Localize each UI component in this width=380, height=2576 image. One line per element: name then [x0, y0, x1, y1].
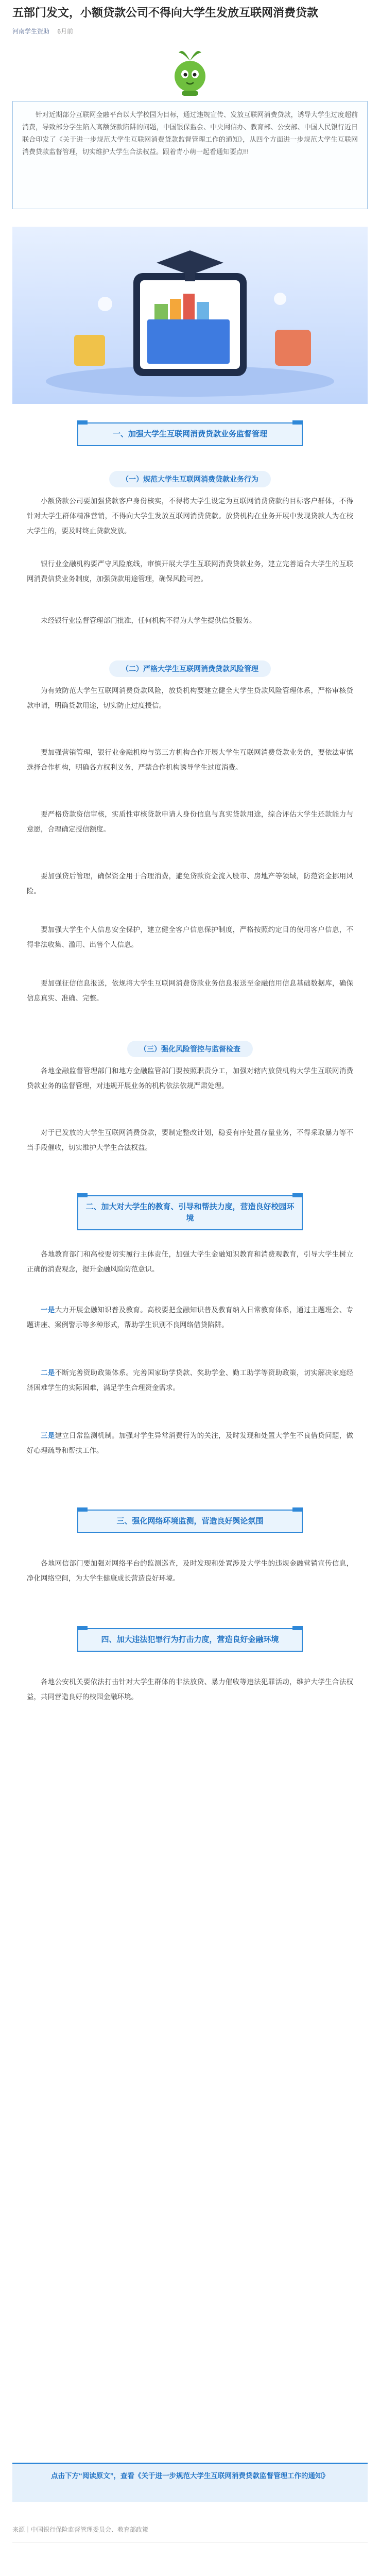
subsection-heading-1-1: （一）规范大学生互联网消费贷款业务行为	[109, 471, 271, 487]
intro-summary-box: 针对近期部分互联网金融平台以大学校园为目标，通过违规宣传、发放互联网消费贷款，诱导大学生过度超前消费，导致部分学生陷入高额贷款陷阱的问题，中国银保监会、中央网信办、教育部、公安部、中国人民银行近日联合印发了《关于进一步规范大学生互联网消费贷款监督管理工作的通知》，从四个方面进一步规范大学生互联网消费贷款监督管理，切实维护大学生合法权益。跟着青小萌一起看通知要点!!!	[12, 101, 368, 209]
footer-source: 来源｜中国银行保险监督管理委员会、教育部政策	[12, 2526, 149, 2533]
paragraph: 小额贷款公司要加强贷款客户身份核实，不得将大学生设定为互联网消费贷款的目标客户群体，不得针对大学生群体精准营销，不得向大学生发放互联网消费贷款。放贷机构在业务开展中发现贷款人为在校大学生的，要及时终止贷款发放。	[27, 497, 353, 535]
lead-paragraph	[27, 1302, 353, 1332]
hero-illustration	[12, 227, 368, 404]
paragraph: 要加强营销管理，银行业金融机构与第三方机构合作开展大学生互联网消费贷款业务的，要依法审慎选择合作机构，明确各方权利义务，严禁合作机构诱导学生过度消费。	[27, 749, 353, 771]
paragraph: 未经银行业监督管理部门批准，任何机构不得为大学生提供信贷服务。	[41, 617, 256, 624]
paragraph: 银行业金融机构要严守风险底线，审慎开展大学生互联网消费贷款业务，建立完善适合大学生的互联网消费信贷业务制度，加强贷款用途管理，确保风险可控。	[27, 560, 353, 583]
paragraph: 要严格贷款资信审核，实质性审核贷款申请人身份信息与真实贷款用途，综合评估大学生还款能力与意愿，合理确定授信额度。	[27, 810, 353, 833]
lead-label: 三是	[41, 1432, 55, 1439]
mascot-icon	[164, 44, 216, 98]
lead-text: 建立日常监测机制。加强对学生异常消费行为的关注，及时发现和处置大学生不良借贷问题，做好心理疏导和帮扶工作。	[27, 1432, 354, 1454]
section-heading-1: 一、加强大学生互联网消费贷款业务监督管理	[77, 422, 303, 446]
paragraph: 对于已发放的大学生互联网消费贷款，要制定整改计划，稳妥有序处置存量业务，不得采取暴力等不当手段催收，切实维护大学生合法权益。	[27, 1129, 353, 1151]
article-title: 五部门发文，小额贷款公司不得向大学生发放互联网消费贷款	[12, 6, 319, 19]
paragraph: 要加强征信信息报送，依规将大学生互联网消费贷款业务信息报送至金融信用信息基础数据库，确保信息真实、准确、完整。	[27, 979, 353, 1002]
footer-divider	[12, 2542, 368, 2543]
paragraph: 各地金融监督管理部门和地方金融监管部门要按照职责分工，加强对辖内放贷机构大学生互联网消费贷款业务的监督管理，对违规开展业务的机构依法依规严肃处理。	[27, 1067, 353, 1090]
lead-paragraph	[27, 1365, 353, 1395]
lead-paragraph	[27, 1428, 353, 1458]
paragraph: 要加强贷后管理，确保资金用于合理消费，避免贷款资金流入股市、房地产等领域，防范资金挪用风险。	[27, 872, 353, 895]
source-account-link[interactable]: 河南学生资助	[12, 28, 50, 35]
section-heading-4: 四、加大违法犯罪行为打击力度，营造良好金融环境	[77, 1628, 303, 1652]
article-meta	[12, 27, 73, 36]
paragraph: 各地网信部门要加强对网络平台的监测巡查，及时发现和处置涉及大学生的违规金融营销宣传信息，净化网络空间，为大学生健康成长营造良好环境。	[27, 1560, 353, 1582]
section-heading-2: 二、加大对大学生的教育、引导和帮扶力度，营造良好校园环境	[77, 1195, 303, 1230]
subsection-heading-1-2: （二）严格大学生互联网消费贷款风险管理	[109, 660, 271, 677]
paragraph: 为有效防范大学生互联网消费贷款风险，放贷机构要建立健全大学生贷款风险管理体系，严格审核贷款申请，明确贷款用途，切实防止过度授信。	[27, 687, 353, 709]
lead-label: 二是	[41, 1369, 55, 1377]
section-heading-3: 三、强化网络环境监测，营造良好舆论氛围	[77, 1510, 303, 1533]
lead-text: 不断完善资助政策体系。完善国家助学贷款、奖助学金、勤工助学等资助政策，切实解决家庭经济困难学生的实际困难，满足学生合理资金需求。	[27, 1369, 354, 1392]
paragraph: 要加强大学生个人信息安全保护，建立健全客户信息保护制度，严格按照约定目的使用客户信息，不得非法收集、滥用、出售个人信息。	[27, 926, 353, 948]
lead-text: 大力开展金融知识普及教育。高校要把金融知识普及教育纳入日常教育体系，通过主题班会、专题讲座、案例警示等多种形式，帮助学生识别不良网络借贷陷阱。	[27, 1306, 354, 1329]
publish-date: 6月前	[57, 28, 74, 35]
paragraph: 各地教育部门和高校要切实履行主体责任，加强大学生金融知识教育和消费观教育，引导大学生树立正确的消费观念，提升金融风险防范意识。	[27, 1250, 353, 1273]
lead-label: 一是	[41, 1306, 55, 1314]
paragraph: 各地公安机关要依法打击针对大学生群体的非法放贷、暴力催收等违法犯罪活动，维护大学生合法权益，共同营造良好的校园金融环境。	[27, 1678, 353, 1701]
read-original-tip[interactable]: 点击下方“阅读原文”，查看《关于进一步规范大学生互联网消费贷款监督管理工作的通知》	[12, 2463, 368, 2502]
subsection-heading-1-3: （三）强化风险管控与监督检查	[127, 1041, 253, 1057]
